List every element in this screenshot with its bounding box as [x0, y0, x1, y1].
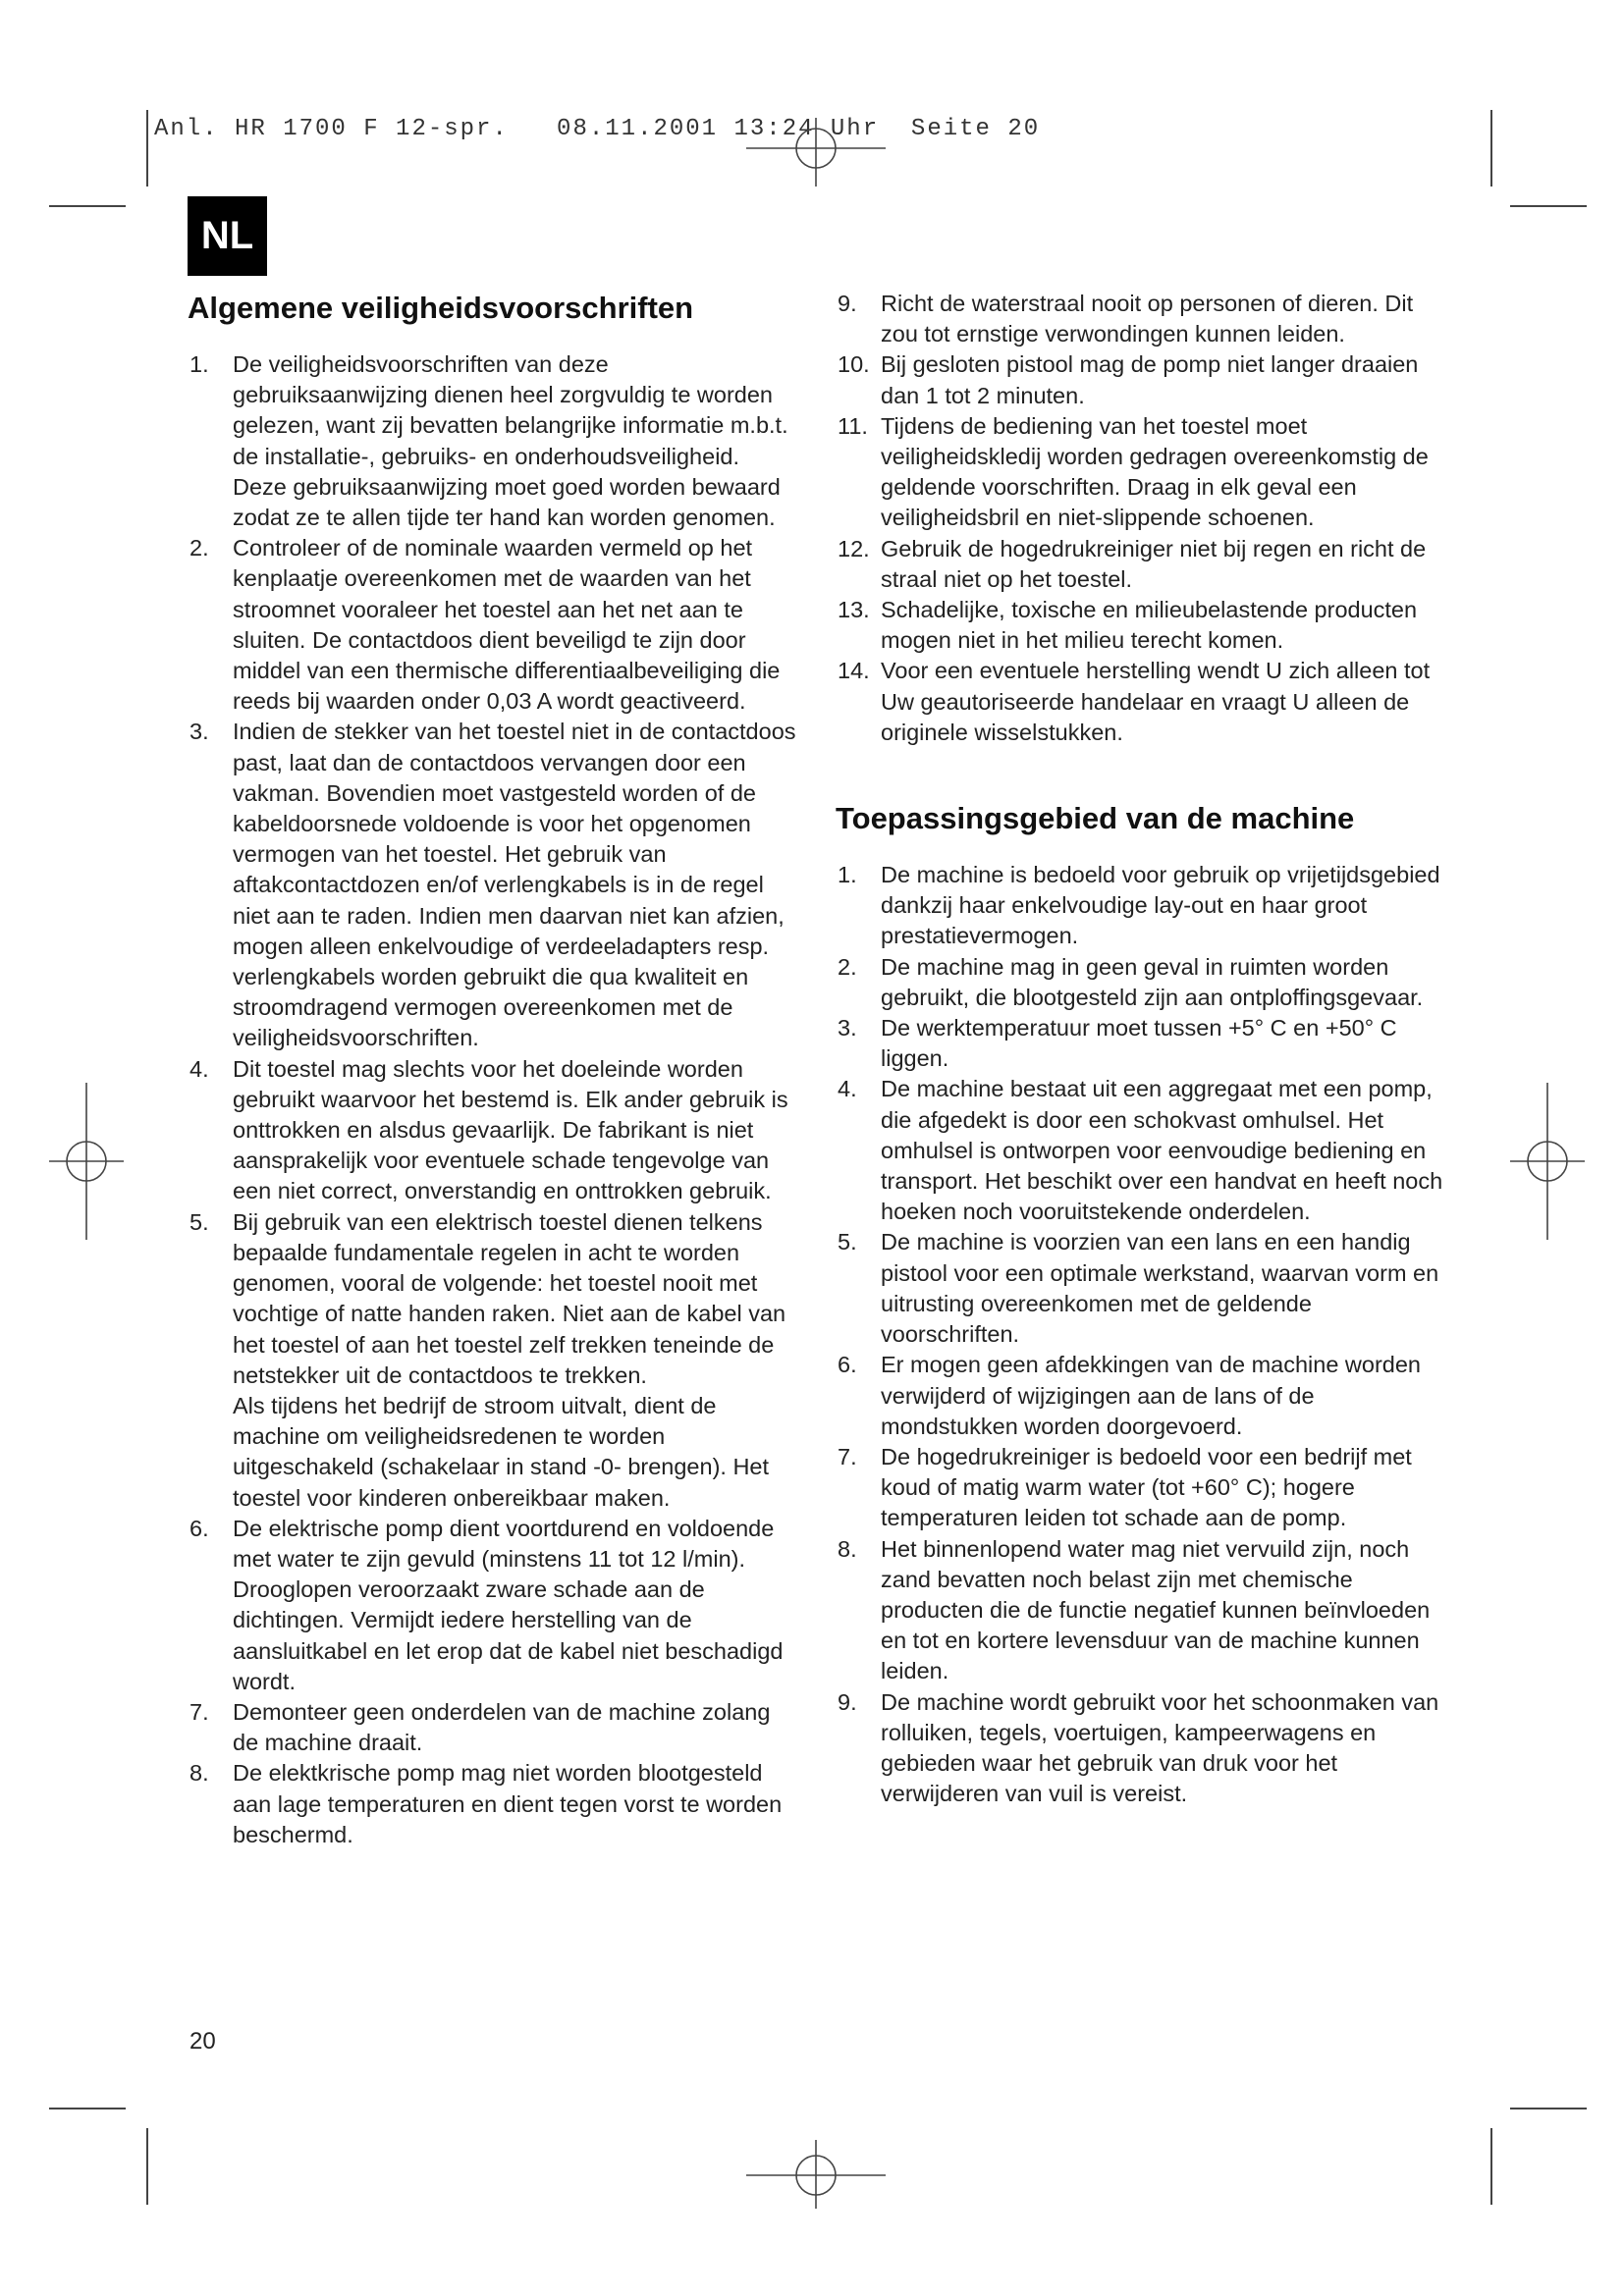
list-item: 13. Schadelijke, toxische en milieubelastende producten mogen niet in het milieu terecht komen.	[838, 597, 1418, 654]
right-column	[836, 289, 1444, 1809]
list-item: 7. De hogedrukreiniger is bedoeld voor een bedrijf met koud of matig warm water (tot +60° C); hogere temperaturen leiden tot schade aan de pomp.	[838, 1443, 1412, 1531]
list-item: 7. Demonteer geen onderdelen van de machine zolang de machine draait.	[189, 1698, 771, 1756]
list-item: 4. Dit toestel mag slechts voor het doeleinde worden gebruikt waarvoor het bestemd is. Elk ander gebruik is onttrokken en alsdus gevaarlijk. De fabrikant is niet aansprakelijk voor eventuele schade tengevolge van een niet correct, onverstandig en onttrokken gebruik.	[189, 1055, 788, 1204]
list-item: 3. De werktemperatuur moet tussen +5° C en +50° C liggen.	[838, 1015, 1397, 1072]
list-item: 14. Voor een eventuele herstelling wendt U zich alleen tot Uw geautoriseerde handelaar en vraagt U alleen de originele wisselstukken.	[838, 658, 1431, 745]
list-item: 12. Gebruik de hogedrukreiniger niet bij regen en richt de straal niet op het toestel.	[838, 535, 1427, 592]
list-item: 10. Bij gesloten pistool mag de pomp niet langer draaien dan 1 tot 2 minuten.	[838, 351, 1419, 408]
list-item: 6. Er mogen geen afdekkingen van de machine worden verwijderd of wijzigingen aan de lans of de mondstukken worden doorgevoerd.	[838, 1352, 1422, 1439]
page-number: 20	[189, 2028, 216, 2055]
list-item: 6. De elektrische pomp dient voortdurend en voldoende met water te zijn gevuld (minstens 11 tot 12 l/min). Drooglopen veroorzaakt zware schade aan de dichtingen. Vermijdt iedere herstelling van de aansluitkabel en let erop dat de kabel niet beschadigd wordt.	[189, 1515, 784, 1694]
application-list	[836, 860, 1444, 1809]
list-item: 2. De machine mag in geen geval in ruimten worden gebruikt, die blootgesteld zijn aan ontploffingsgevaar.	[838, 953, 1424, 1010]
list-item: 1. De machine is bedoeld voor gebruik op vrijetijdsgebied dankzij haar enkelvoudige lay-out en haar groot prestatievermogen.	[838, 862, 1440, 949]
safety-list	[188, 349, 796, 1850]
list-item: 1. De veiligheidsvoorschriften van deze gebruiksaanwijzing dienen heel zorgvuldig te worden gelezen, want zij bevatten belangrijke informatie m.b.t. de installatie-, gebruiks- en onderhoudsveiligheid. Deze gebruiksaanwijzing moet goed worden bewaard zodat ze te allen tijde ter hand kan worden genomen.	[189, 351, 788, 531]
list-item: 4. De machine bestaat uit een aggregaat met een pomp, die afgedekt is door een schokvast omhulsel. Het omhulsel is ontworpen voor eenvoudige bediening en transport. Het beschikt over een handvat en heeft noch hoeken noch vooruitstekende onderdelen.	[838, 1076, 1443, 1225]
print-header: Anl. HR 1700 F 12-spr. 08.11.2001 13:24 Uhr Seite 20	[154, 116, 1041, 142]
safety-list-continued	[836, 289, 1444, 748]
list-item: 9. De machine wordt gebruikt voor het schoonmaken van rolluiken, tegels, voertuigen, kampeerwagens en gebieden waar het gebruik van druk voor het verwijderen van vuil is vereist.	[838, 1688, 1439, 1807]
left-column	[188, 289, 796, 1850]
section-title-safety: Algemene veiligheidsvoorschriften	[188, 291, 694, 325]
list-item: 3. Indien de stekker van het toestel niet in de contactdoos past, laat dan de contactdoos vervangen door een vakman. Bovendien moet vastgesteld worden of de kabeldoorsnede voldoende is voor het opgenomen vermogen van het toestel. Het gebruik van aftakcontactdozen en/of verlengkabels is in de regel niet aan te raden. Indien men daarvan niet kan afzien, mogen alleen enkelvoudige of verdeeladapters resp. verlengkabels worden gebruikt die qua kwaliteit en stroomdragend vermogen overeenkomen met de veiligheidsvoorschriften.	[189, 719, 796, 1051]
list-item: 11. Tijdens de bediening van het toestel moet veiligheidskledij worden gedragen overeenkomstig de geldende voorschriften. Draag in elk geval een veiligheidsbril en niet-slippende schoenen.	[838, 412, 1429, 531]
list-item: 8. Het binnenlopend water mag niet vervuild zijn, noch zand bevatten noch belast zijn met chemische producten die de functie negatief kunnen beïnvloeden en tot en kortere levensduur van de machine kunnen leiden.	[838, 1535, 1431, 1684]
list-item: 5. De machine is voorzien van een lans en een handig pistool voor een optimale werkstand, waarvan vorm en uitrusting overeenkomen met de geldende voorschriften.	[838, 1229, 1439, 1348]
list-item: 8. De elektkrische pomp mag niet worden blootgesteld aan lage temperaturen en dient tegen vorst te worden beschermd.	[189, 1760, 783, 1847]
section-title-application: Toepassingsgebied van de machine	[836, 801, 1355, 836]
language-badge: NL	[188, 196, 267, 276]
list-item: 9. Richt de waterstraal nooit op personen of dieren. Dit zou tot ernstige verwondingen kunnen leiden.	[838, 291, 1414, 347]
list-item: 5. Bij gebruik van een elektrisch toestel dienen telkens bepaalde fundamentale regelen in acht te worden genomen, vooral de volgende: het toestel nooit met vochtige of natte handen raken. Niet aan de kabel van het toestel of aan het toestel zelf trekken teneinde de netstekker uit de contactdoos te trekken. Als tijdens het bedrijf de stroom uitvalt, dient de machine om veiligheidsredenen te worden uitgeschakeld (schakelaar in stand -0- brengen). Het toestel voor kinderen onbereikbaar maken.	[189, 1208, 786, 1511]
list-item: 2. Controleer of de nominale waarden vermeld op het kenplaatje overeenkomen met de waarden van het stroomnet vooraleer het toestel aan het net aan te sluiten. De contactdoos dient beveiligd te zijn door middel van een thermische differentiaalbeveiliging die reeds bij waarden onder 0,03 A wordt geactiveerd.	[189, 535, 781, 715]
